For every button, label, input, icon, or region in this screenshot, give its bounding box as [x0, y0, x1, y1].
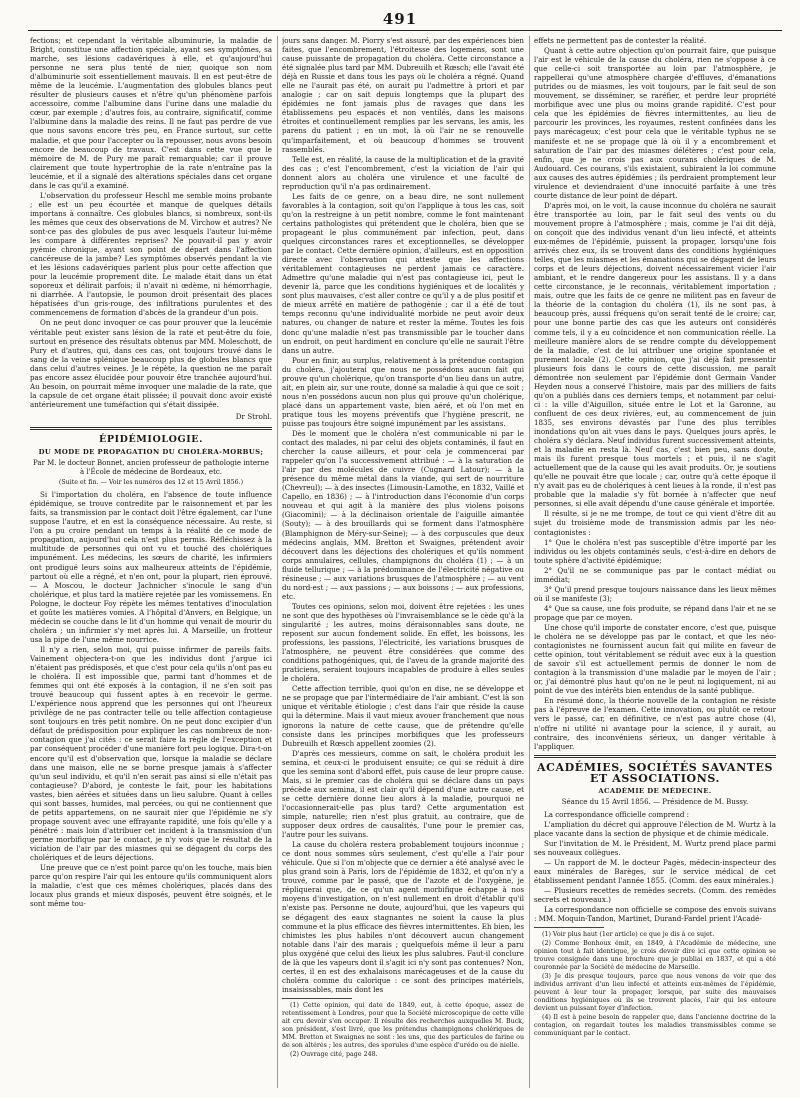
paragraph: D'après moi, on le voit, la cause inconnue du choléra ne saurait être transportée au loin, par le fait seul des vents ou du mouvement propre à l'atmosphère ; mais, comme je l'ai dit déjà, on conçoit que des individus venant d'un lieu infecté, et atteints eux-mêmes de l'épidémie, puissent la propager, lorsqu'une fois arrivés chez eux, ils se trouvent dans des conditions hygiéniques telles, que les miasmes et les émanations qui se dégagent de leurs corps et de leurs déjections, doivent nécessairement vicier l'air ambiant, et le rendre dangereux pour les assistans. Il y a dans cette circonstance, je le reconnais, véritablement importation ; mais, outre que les faits de ce genre ne militent pas en faveur de la théorie de la contagion du choléra (1), ils ne sont pas, à beaucoup près, aussi fréquens qu'on serait tenté de le croire; car, pour une bonne partie des cas que les auteurs ont considérés comme tels, il y a eu coïncidence et non communication réelle. La meilleure manière alors de se rendre compte du développement de la maladie, c'est de lui attribuer une origine spontanée et purement locale (2). Cette opinion, que j'ai déjà fait pressentir plusieurs fois dans le cours de cette discussion, me paraît démontrée non seulement par l'épidémie dont Germain Vander Heyden nous a conservé l'histoire, mais par des milliers de faits qu'on a publiés dans ces derniers temps, et notamment par celui-ci : la ville d'Aiguillon, située entre le Lot et la Garonne, au confluent de ces deux rivières, eut, au commencement de juin 1835, ses environs dévastés par l'une des plus terribles inondations qu'on ait vues dans le pays. Quelques jours après, le choléra s'y déclara. Neuf individus furent successivement atteints, et la maladie en resta là. Neuf cas, c'est bien peu, sans doute, mais ils furent presque tous mortels ; et puis, il ne s'agit actuellement que de la cause qui les avait produits. Or, je soutiens qu'elle ne pouvait être que locale ; car, outre qu'à cette époque il n'y avait pas eu de cholériques à cent lieues à la ronde, il n'est pas probable que la maladie s'y fût bornée à n'affecter que neuf personnes, si elle avait dépendu d'une cause générale et importée.: [534, 200, 776, 509]
paragraph: L'observation du professeur Heschl me semble moins probante ; elle est un peu écourtée et manque de quelques détails importans à connaître. Ces globules blancs, si nombreux, sont-ils les mêmes que ceux des observations de M. Virchow et autres? Ne sont-ce pas des globules de pus avec lesquels l'auteur lui-même les compare à différentes reprises? Ne pouvait-il pas y avoir pyémie chronique, ayant son point de départ dans l'affection cancéreuse de la jambe? Les symptômes observés pendant la vie et les lésions cadavériques parlent plus pour cette affection que pour la leucémie proprement dite. Le malade était dans un état soporeux et délirait parfois; il n'avait ni œdème, ni hémorrhagie, ni diarrhée. A l'autopsie, le poumon droit présentait des places hépatisées d'un gris-rouge, des infiltrations purulentes et des commencemens de formation d'abcès de la grandeur d'un pois.: [30, 190, 272, 318]
header-rule: [28, 30, 782, 31]
paragraph: Les faits de ce genre, on a beau dire, ne sont nullement favorables à la contagion, soit qu'on l'applique à tous les cas, soit qu'on la restreigne à un petit nombre, comme le font maintenant certains pathologistes qui prétendent que le choléra, bien que se propageant le plus communément par infection, peut, dans quelques circonstances rares et exceptionnelles, se développer par le contact. Cette dernière opinion, d'ailleurs, est en opposition directe avec l'observation qui atteste que les affections véritablement contagieuses ne perdent jamais ce caractère. Admettre qu'une maladie qui n'est pas contagieuse ici, peut le devenir là, parce que les conditions hygiéniques et de localités y sont plus mauvaises, c'est aller contre ce qu'il y a de plus positif et de mieux arrêté en matière de pathogénie ; car il a été de tout temps reconnu qu'une individualité morbide ne peut avoir deux natures, ou changer de nature et rester la même. Toutes les fois donc qu'une maladie n'est pas transmissible par le toucher dans un endroit, on peut hardiment en conclure qu'elle ne saurait l'être dans un autre.: [282, 191, 524, 355]
paragraph: L'ampliation du décret qui approuve l'élection de M. Wurtz à la place vacante dans la section de physique et de chimie médicale.: [534, 819, 776, 838]
signature: Dr Strohl.: [235, 411, 272, 421]
academy-title: ACADÉMIE DE MÉDECINE.: [598, 786, 712, 795]
footnote-rule: [534, 927, 604, 928]
paragraph: 1° Que le choléra n'est pas susceptible d'être importé par les individus ou les objets contaminés seuls, c'est-à-dire en dehors de toute sphère d'activité épidémique;: [534, 537, 776, 565]
page-number: 491: [382, 10, 418, 28]
paragraph: Si l'importation du choléra, en l'absence de toute influence épidémique, se trouve contredite par le raisonnement et par les faits, sa transmission par le contact doit l'être également, car l'une suppose l'autre, et en est la conséquence nécessaire. Au reste, si l'on a pu croire pendant un temps à la réalité de ce mode de propagation, aujourd'hui cela n'est plus permis. Réfléchissez à la multitude de personnes qui ont vu et touché des cholériques impunément. Les médecins, les sœurs de charité, les infirmiers ont prodigué leurs soins aux malheureux atteints de l'épidémie, partout où elle a régné, et n'en ont, pour la plupart, rien éprouvé. — A Moscou, le docteur Jachnicher s'inocule le sang d'un cholérique, et plus tard la matière rejetée par les vomissemens. En Pologne, le docteur Foy répète les mêmes tentatives d'inoculation et goûte les matières vomies. A l'hôpital d'Anvers, en Belgique, un médecin se couche dans le lit d'un homme qui venait de mourir du choléra ; un infirmier s'y met après lui. A Marseille, un frotteur usa la pipe de l'une même nourrice.: [30, 490, 272, 644]
section-title: ACADÉMIES, SOCIÉTÉS SAVANTES ET ASSOCIATIONS.: [536, 760, 774, 785]
paragraph: 4° Que sa cause, une fois produite, se répand dans l'air et ne se propage que par ce moyen.: [534, 603, 776, 622]
footnote: (2) Ouvrage cité, page 248.: [290, 1050, 378, 1058]
column-divider: [529, 36, 530, 1088]
column-divider: [277, 36, 278, 1088]
section-rule: [30, 427, 272, 430]
column-3: [534, 36, 776, 1088]
paragraph: — Un rapport de M. le docteur Pagès, médecin-inspecteur des eaux minérales de Barèges, sur le service médical de cet établissement pendant l'année 1855. (Comm. des eaux minérales.): [534, 857, 776, 886]
footnote-rule: [282, 998, 352, 999]
paragraph: En résumé donc, la théorie nouvelle de la contagion ne résiste pas à l'épreuve de l'examen. Cette innovation, ou plutôt ce retour vers le passé, car, en définitive, ce n'est pas autre chose (4), n'offre ni utilité ni avantage pour la science, il y aurait, au contraire, des inconvéniens sérieux, un danger véritable à l'appliquer.: [534, 696, 776, 751]
paragraph: Une preuve que ce n'est point parce qu'on les touche, mais bien parce qu'on respire l'air qui les entoure qu'ils communiquent alors la maladie, c'est que ces mêmes cholériques, placés dans des locaux plus grands et mieux disposés, peuvent être soignés, et le sont même tou-: [30, 863, 272, 909]
column-1: [30, 36, 272, 1088]
paragraph: Sur l'invitation de M. le Président, M. Wurtz prend place parmi ses nouveaux collègues.: [534, 838, 776, 857]
paragraph: Il n'y a rien, selon moi, qui puisse infirmer de pareils faits. Vainement objectera-t-on que les individus dont j'argue ici n'étaient pas prédisposés, et que c'est pour cela qu'ils n'ont pas eu le choléra. Il est impossible que, parmi tant d'hommes et de femmes qui ont été exposés à la contagion, il ne s'en soit pas trouvé beaucoup qui fussent aptes à en recevoir le germe. L'expérience nous apprend que les personnes qui ont l'heureux privilège de ne pas contracter telle ou telle affection contagieuse sont toujours en très petit nombre. On ne peut donc excipier d'un défaut de prédisposition pour expliquer les cas nombreux de non-contagion que j'ai cités : ce serait faire la règle de l'exception et par conséquent procéder d'une manière fort peu logique. Dira-t-on encore qu'il est d'observation que, lorsque la maladie se déclare dans une maison, elle ne se borne presque jamais à s'affecter qu'un seul individu, et qu'il n'en serait pas ainsi si elle n'était pas contagieuse? D'abord, je conteste le fait, pour les habitations vastes, bien aérées et situées dans un lieu salubre. Quant à celles qui sont basses, humides, mal percées, ou qui ne contiennent que de petits appartemens, on ne saurait nier que l'épidémie ne s'y propage souvent avec une effrayante rapidité, une fois qu'elle y a pénétré : mais loin d'attribuer cet incident à la transmission d'un germe morbifique par le contact, je n'y vois que le résultat de la viciation de l'air par des miasmes qui se dégagent du corps des cholériques et de leurs déjections.: [30, 644, 272, 863]
paragraph: jours sans danger. M. Piorry s'est assuré, par des expériences bien faites, que l'encombrement, l'étroitesse des logemens, sont une cause puissante de propagation du choléra. Cette circonstance a été signalée plus tard par MM. Dubreuilh et Rœsch; elle l'avait été déjà en Russie et dans tous les pays où le choléra a régné. Quand elle ne l'aurait pas été, on aurait pu l'admettre à priori et par analogie ; car on sait depuis longtemps que la plupart des épidémies ne font jamais plus de ravages que dans les établissemens peu espacés et non ventilés, dans les maisons étroites et continuellement remplies par les servans, les amis, les parens du patient ; en un mot, là où l'air ne se renouvelle qu'imparfaitement, et où beaucoup d'hommes se trouvent rassemblés.: [282, 36, 524, 154]
paragraph: D'après ces messieurs, comme on sait, le choléra produit les semina, et ceux-ci le produisent ensuite; ce qui se réduit à dire que les semina sont d'abord effet, puis cause de leur propre cause. Mais, si le premier cas de choléra qui se déclare dans un pays précède aux semina, il est clair qu'il dépend d'une autre cause, et se cette dernière donne lieu alors à la maladie, pourquoi ne l'occasionnerait-elle pas plus tard? Cette argumentation est simple, naturelle; rien n'est plus gratuit, au contraire, que de supposer deux ordres de causalités, l'une pour le premier cas, l'autre pour les suivans.: [282, 748, 524, 840]
paragraph: 3° Qu'il prend presque toujours naissance dans les lieux mêmes où il se manifeste (3);: [534, 584, 776, 603]
footnote: (1) Cette opinion, qui date de 1849, eut, à cette époque, assez de retentissement à Londres, pour que la Société microscopique de cette ville ait cru devoir s'en occuper. Il résulte des recherches auxquelles M. Buck, son président, s'est livré, que les prétendus champignons cholériques de MM. Bretton et Swaignes ne sont : les uns, que des particules de farine ou de son altérés ; les autres, des sporules d'une espèce d'urédo ou de nielle.: [282, 1001, 524, 1049]
article-author: Par M. le docteur Bonnet, ancien professeur de pathologie interne à l'École de médecine de Bordeaux, etc.: [33, 459, 269, 477]
article-title: DU MODE DE PROPAGATION DU CHOLÉRA-MORBUS;: [38, 447, 264, 456]
paragraph: Pour en finir, au surplus, relativement à la prétendue contagion du choléra, j'ajouterai que nous ne possédons aucun fait qui prouve qu'un cholérique, qu'on transporte d'un lieu dans un autre, ait, en plein air, sur une route, donné sa maladie à qui que ce soit ; nous n'en possédons aucun non plus qui prouve qu'un cholérique, placé dans un appartement vaste, bien aéré, et où l'on met en pratique tous les moyens préventifs que l'hygiène prescrit, ne puisse pas toujours être soigné impunément par les assistans.: [282, 355, 524, 428]
paragraph: Il résulte, si je ne me trompe, de tout ce qui vient d'être dit au sujet du troisième mode de transmission admis par les néo-contagionistes :: [534, 509, 776, 537]
continuation-note: (Suite et fin. — Voir les numéros des 12 et 15 Avril 1856.): [58, 479, 244, 487]
paragraph: La correspondance officielle comprend :: [544, 809, 690, 819]
section-title: ÉPIDÉMIOLOGIE.: [98, 433, 203, 445]
paragraph: Toutes ces opinions, selon moi, doivent être rejetées : les unes ne sont que des hypothèses où l'invraisemblance se le cède qu'à la singularité ; les autres, moins déraisonnables sans doute, ne reposent sur aucun fondement solide. En effet, les boissons, les professions, les passions, l'électricité, les variations brusques de l'atmosphère, ne peuvent être considérées que comme des conditions pathogéniques, qui, de l'aveu de la grande majorité des praticiens, seraient toujours incapables de produire à elles seules le choléra.: [282, 601, 524, 684]
footnote: (1) Voir plus haut (1er article) ce que je dis à ce sujet.: [542, 931, 715, 939]
paragraph: — Plusieurs recettes de remèdes secrets. (Comm. des remèdes secrets et nouveaux.): [534, 886, 776, 905]
paragraph: Dès le moment que le choléra n'est communicable ni par le contact des malades, ni par celui des objets contaminés, il faut en chercher la cause ailleurs, et pour cela je commencerai par rappeler qu'on l'a successivement attribué : — à la saturation de l'air par des molécules de cuivre (Cugnard Latour); — à la présence du même métal dans la viande, qui sert de nourriture (Chevreul); — à des insectes (Limousin-Lamothe, en 1832, Vaillé et Capello, en 1836) ; — à l'introduction dans l'économie d'un corps nouveau et qui agit à la manière des plus violens poisons (Giacomini); — à la déclinaison orientale de l'aiguille aimantée (Souty); — à des brouillards qui se forment dans l'atmosphère (Blamphignon de Méry-sur-Seine); — à des corpuscules que deux médecins anglais, MM. Bretton et Swaignes, prétendent avoir découvert dans les déjections des cholériques et qu'ils nomment corps annulaires, cellules, champignons du choléra (1) ; — à un fluide tellurique ; — à la prédominance de l'électricité négative ou résineuse ; — aux variations brusques de l'atmosphère ; — au vent du nord-est ; — aux passions ; — aux boissons ; — aux professions, etc.: [282, 429, 524, 601]
paragraph: Une chose qu'il importe de constater encore, c'est que, puisque le choléra ne se développe pas par le contact, et que les néo-contagionistes ne fournissent aucun fait qui milite en faveur de cette opinion, tout véritablement se réduit avec eux à la question de savoir s'il est actuellement permis de donner le nom de contagion à la transmission d'une maladie par le moyen de l'air ; or, j'ai démontré plus haut qu'on ne le peut ni logiquement, ni au point de vue des intérêts bien entendus de la santé publique.: [534, 623, 776, 696]
footnote: (4) Il est à peine besoin de rappeler que, dans l'ancienne doctrine de la contagion, on regardait toutes les maladies transmissibles comme se communiquant par le contact.: [534, 1014, 776, 1038]
footnote: (3) Je dis presque toujours, parce que nous venons de voir que des individus arrivant d'un lieu infecté et atteints eux-mêmes de l'épidémie, peuvent à leur tour la propager, lorsque, par suite des mauvaises conditions hygiéniques où ils se trouvent placés, l'air qui les entoure devient un puissant foyer d'infection.: [534, 973, 776, 1013]
paragraph: La cause du choléra restera probablement toujours inconnue ; ce dont nous sommes sûrs seulement, c'est qu'elle a l'air pour véhicule. Que si l'on m'objecte que ce dernier a été analysé avec le plus grand soin à Paris, lors de l'épidémie de 1832, et qu'on n'y a trouvé, comme par le passé, que de l'azote et de l'oxygène, je répliquerai que, de ce qu'un agent morbifique échappe à nos moyens d'investigation, on n'est nullement en droit d'établir qu'il n'existe pas. Personne ne doute, aujourd'hui, que les vapeurs qui se dégagent des eaux stagnantes ne soient la cause la plus commune et la plus efficace des fièvres intermittentes. Eh bien, les chimistes les plus habiles n'ont découvert aucun changement notable dans l'air des marais ; quelquefois même il leur a paru plus oxygéné que celui des lieux les plus salubres. Faut-il conclure de là que les vapeurs dont il s'agit ici n'y sont pas contenues? Non, certes, il en est des exhalaisons marécageuses et de la cause du choléra comme du calorique : ce sont des principes matériels, insaisissables, mais dont les: [282, 840, 524, 994]
paragraph: Quant à cette autre objection qu'on pourrait faire, que puisque l'air est le véhicule de la cause du choléra, rien ne s'oppose à ce que celle-ci soit transportée au loin par l'atmosphère, je rappellerai qu'une atmosphère chargée d'effluves, d'émanations putrides ou de miasmes, les voit toujours, par le fait seul de son mouvement, se disséminer, se raréfier, et perdre leur propriété morbifique avec une plus ou moins grande rapidité. C'est pour cela que les épidémies de fièvres intermittentes, au lieu de parcourir les provinces, les royaumes, restent confinées dans les pays marécageux; c'est pour cela que le véritable typhus ne se manifeste et ne se propage que là où il y a encombrement et saturation de l'air par des miasmes délétères ; c'est pour cela, enfin, que je ne crois pas aux courans cholériques de M. Audouard. Ces courans, s'ils existaient, subiraient la loi commune aux causes des autres épidémies ; ils perdraient promptement leur virulence et deviendraient d'une innocuité parfaite à une très courte distance de leur point de départ.: [534, 46, 776, 200]
paragraph: effets ne permettent pas de contester la réalité.: [534, 36, 707, 45]
footnote: (2) Comme Bonhoux émit, en 1849, à l'Académie de médecine, une opinion tout à fait identique, je crois devoir dire ici que cette opinion se trouve consignée dans une brochure que je publiai en 1837, et qui a été couronnée par la Société de médecine de Marseille.: [534, 940, 776, 972]
paragraph: On ne peut donc invoquer ce cas pour prouver que la leucémie véritable peut exister sans lésion de la rate et peut-être du foie, surtout en présence des résultats obtenus par MM. Moleschott, de Pury et d'autres, qui, dans ces cas, ont toujours trouvé dans le sang de la veine splénique beaucoup plus de globules blancs que dans celui d'autres veines. Je le répète, la question ne me paraît pas encore assez élucidée pour pouvoir être tranchée aujourd'hui. Au besoin, on pourrait même invoquer une maladie de la rate, que la capsule de cet organe était plissée; il pouvait donc avoir existé antérieurement une tuméfaction qui s'était dissipée.: [30, 318, 272, 409]
paragraph: fections; et cependant la véritable albuminurie, la maladie de Bright, constitue une affection spéciale, ayant ses symptômes, sa marche, ses lésions cadavériques à elle, et qu'aujourd'hui personne ne sera plus tenté de nier, quoique son nom d'albuminurie soit essentiellement mauvais. Il en est peut-être de même de la leucémie. L'augmentation des globules blancs peut résulter de plusieurs causes et n'être qu'un phénomène parfois accessoire, comme l'albumine dans l'urine dans une maladie du cœur, par exemple ; d'autres fois, au contraire, significatif, comme l'albumine dans la maladie des reins. Il ne faut pas perdre de vue que nous savons encore très peu, en France surtout, sur cette maladie, et que pour l'accepter ou la repousser, nous avons besoin encore de beaucoup de travaux. C'est dans cette vue que le mémoire de M. de Pury me paraît remarquable; car il prouve clairement que toute hypertrophie de la rate n'entraîne pas la leucémie, et il a signalé des altérations spéciales dans cet organe dans le cas qu'il a examiné.: [30, 36, 272, 190]
paragraph: Cette affection terrible, quoi qu'on en dise, ne se développe et ne se propage que par l'intermédiaire de l'air ambiant. C'est là son unique et véritable étiologie ; c'est dans l'air que réside la cause qui la détermine. Mais il vaut mieux avouer franchement que nous ignorons la nature de cette cause, que de prétendre qu'elle consiste dans les principes morbifiques que les professeurs Dubreuilh et Rœsch appellent zoomies (2).: [282, 684, 524, 748]
paragraph: Telle est, en réalité, la cause de la multiplication et de la gravité des cas ; c'est l'encombrement, c'est la viciation de l'air qui donnent alors au choléra une virulence et une faculté de reproduction qu'il n'a pas ordinairement.: [282, 154, 524, 191]
session-line: Séance du 15 Avril 1856. — Présidence de M. Bussy.: [561, 797, 749, 806]
section-rule: [534, 755, 776, 758]
paragraph: 2° Qu'il ne se communique pas par le contact médiat ou immédiat;: [534, 565, 776, 584]
paragraph: La correspondance non officielle se compose des envois suivans : MM. Moquin-Tandon, Martinet, Durand-Fardel prient l'Acadé-: [534, 905, 776, 924]
column-2: [282, 36, 524, 1088]
